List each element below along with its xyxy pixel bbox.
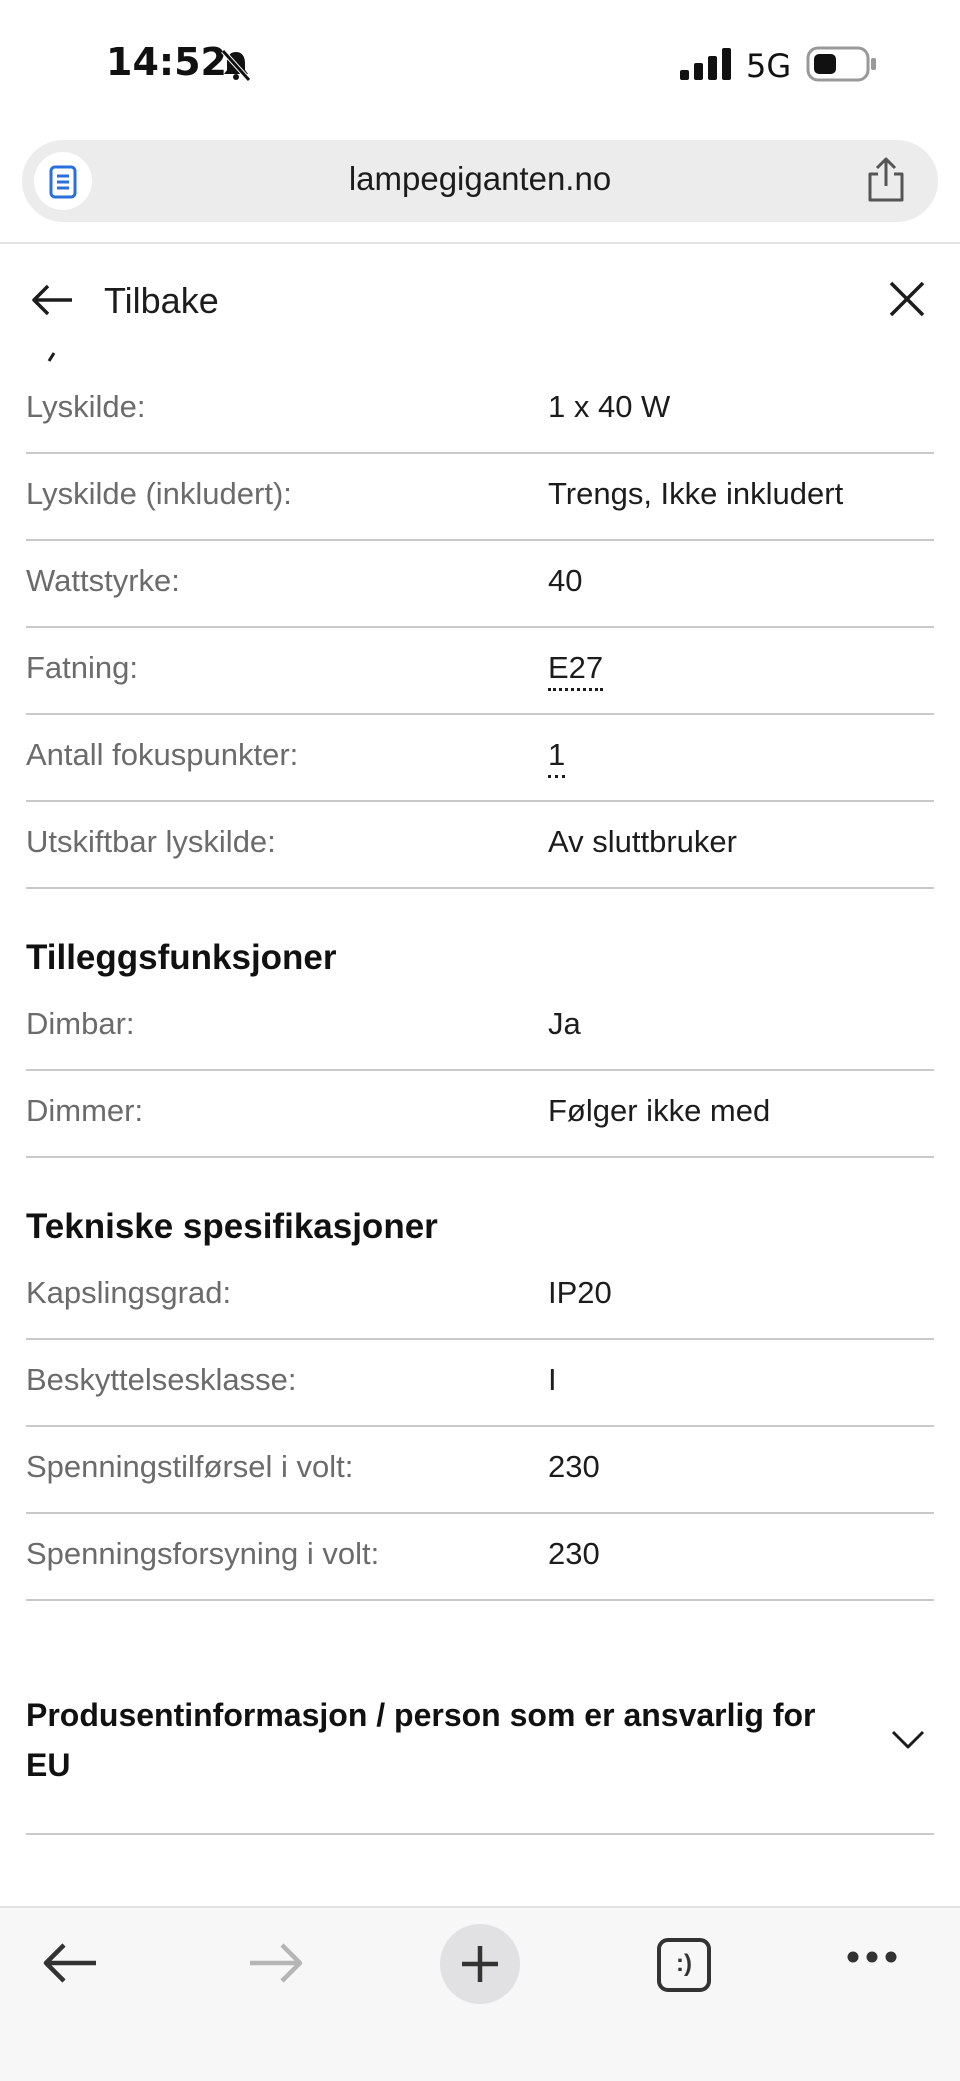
spec-label: Antall fokuspunkter: bbox=[26, 737, 299, 772]
spec-row bbox=[26, 1514, 934, 1601]
url-text[interactable]: lampegiganten.no bbox=[348, 160, 612, 197]
row-divider bbox=[26, 1156, 934, 1158]
tabs-button[interactable]: :) bbox=[657, 1938, 711, 1992]
spec-label: Dimmer: bbox=[26, 1093, 144, 1128]
spec-value: Ja bbox=[548, 1006, 581, 1041]
battery-icon bbox=[806, 46, 878, 82]
spec-value: 230 bbox=[548, 1536, 600, 1571]
spec-label: Spenningstilførsel i volt: bbox=[26, 1449, 354, 1484]
bell-muted-icon bbox=[218, 47, 254, 83]
spec-value: IP20 bbox=[548, 1275, 612, 1310]
spec-value: Trengs, Ikke inkludert bbox=[548, 476, 844, 511]
status-bar bbox=[0, 0, 960, 130]
section-heading-technical: Tekniske spesifikasjoner bbox=[26, 1207, 438, 1246]
clipped-text-mark bbox=[46, 352, 56, 362]
manufacturer-accordion-toggle[interactable]: Produsentinformasjon / person som er ansvarlig for EU bbox=[26, 1697, 816, 1783]
chevron-down-icon[interactable] bbox=[890, 1728, 926, 1752]
signal-icon bbox=[680, 48, 732, 80]
spec-value: 1 x 40 W bbox=[548, 389, 671, 424]
spec-row bbox=[26, 802, 934, 889]
spec-value: 40 bbox=[548, 563, 583, 598]
spec-label: Utskiftbar lyskilde: bbox=[26, 824, 276, 859]
spec-row bbox=[26, 541, 934, 628]
status-time: 14:52 bbox=[106, 40, 227, 84]
spec-value: 230 bbox=[548, 1449, 600, 1484]
row-divider bbox=[26, 887, 934, 889]
spec-row bbox=[26, 715, 934, 802]
spec-label: Spenningsforsyning i volt: bbox=[26, 1536, 380, 1571]
spec-label: Lyskilde: bbox=[26, 389, 146, 424]
back-link-label[interactable]: Tilbake bbox=[104, 280, 219, 321]
spec-row bbox=[26, 1253, 934, 1340]
spec-row bbox=[26, 984, 934, 1071]
spec-value: Følger ikke med bbox=[548, 1093, 771, 1128]
section-heading-additional: Tilleggsfunksjoner bbox=[26, 938, 337, 977]
spec-value: Av sluttbruker bbox=[548, 824, 737, 859]
spec-value-glossary-link[interactable]: 1 bbox=[548, 737, 565, 778]
spec-row bbox=[26, 454, 934, 541]
address-bar[interactable] bbox=[22, 140, 938, 222]
spec-row bbox=[26, 1071, 934, 1158]
browser-back-icon[interactable] bbox=[42, 1938, 100, 1988]
spec-label: Lyskilde (inkludert): bbox=[26, 476, 292, 511]
close-icon[interactable] bbox=[888, 280, 926, 318]
browser-forward-icon[interactable] bbox=[246, 1938, 304, 1988]
more-icon[interactable] bbox=[846, 1950, 898, 1964]
accordion-divider bbox=[26, 1833, 934, 1835]
header-divider bbox=[0, 242, 960, 244]
spec-row bbox=[26, 1427, 934, 1514]
spec-label: Wattstyrke: bbox=[26, 563, 180, 598]
spec-row bbox=[26, 628, 934, 715]
spec-value: I bbox=[548, 1362, 557, 1397]
plus-icon bbox=[460, 1944, 500, 1984]
row-divider bbox=[26, 1599, 934, 1601]
spec-row bbox=[26, 1340, 934, 1427]
spec-row bbox=[26, 367, 934, 454]
back-arrow-icon[interactable] bbox=[30, 280, 76, 320]
browser-toolbar bbox=[0, 1906, 960, 2081]
share-icon[interactable] bbox=[864, 156, 908, 204]
network-type: 5G bbox=[746, 47, 792, 85]
spec-label: Beskyttelsesklasse: bbox=[26, 1362, 297, 1397]
spec-label: Fatning: bbox=[26, 650, 139, 685]
spec-label: Kapslingsgrad: bbox=[26, 1275, 232, 1310]
new-tab-button[interactable] bbox=[440, 1924, 520, 2004]
spec-label: Dimbar: bbox=[26, 1006, 135, 1041]
spec-value-glossary-link[interactable]: E27 bbox=[548, 650, 603, 691]
